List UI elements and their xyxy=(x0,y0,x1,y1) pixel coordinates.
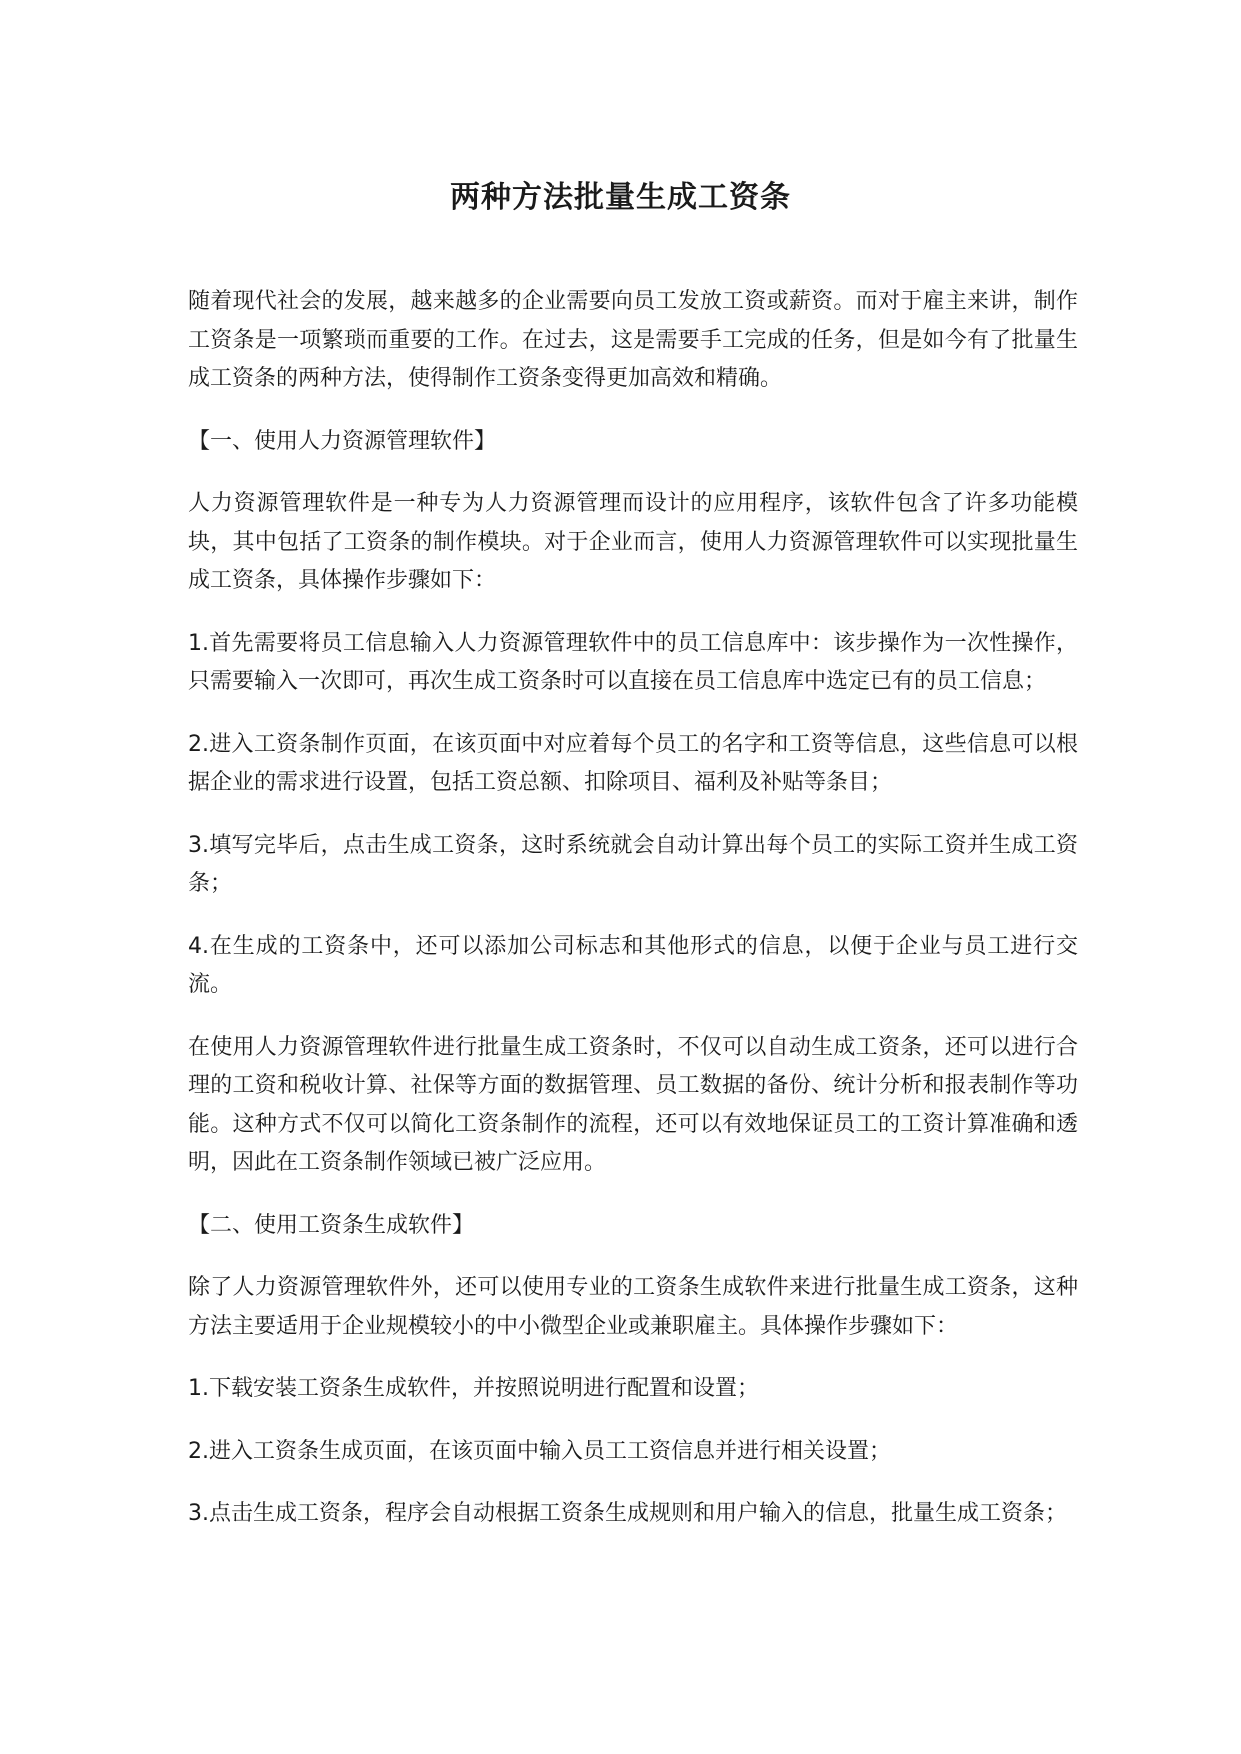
hr-step-2: 2.进入工资条制作页面，在该页面中对应着每个员工的名字和工资等信息，这些信息可以根据企业的需求进行设置，包括工资总额、扣除项目、福利及补贴等条目； xyxy=(188,731,1078,795)
page-title: 两种方法批量生成工资条 xyxy=(450,180,791,215)
intro-paragraph: 随着现代社会的发展，越来越多的企业需要向员工发放工资或薪资。而对于雇主来讲，制作工资条是一项繁琐而重要的工作。在过去，这是需要手工完成的任务，但是如今有了批量生成工资条的两种方法，使得制作工资条变得更加高效和精确。 xyxy=(188,289,1078,391)
payslip-software-paragraph: 除了人力资源管理软件外，还可以使用专业的工资条生成软件来进行批量生成工资条，这种方法主要适用于企业规模较小的中小微型企业或兼职雇主。具体操作步骤如下： xyxy=(188,1275,1078,1339)
section-heading-hr-software: 【一、使用人力资源管理软件】 xyxy=(188,428,497,454)
hr-step-4: 4.在生成的工资条中，还可以添加公司标志和其他形式的信息，以便于企业与员工进行交流。 xyxy=(188,933,1078,997)
hr-step-1: 1.首先需要将员工信息输入人力资源管理软件中的员工信息库中：该步操作为一次性操作，只需要输入一次即可，再次生成工资条时可以直接在员工信息库中选定已有的员工信息； xyxy=(188,630,1078,694)
document-body xyxy=(188,283,1078,1558)
payslip-step-2: 2.进入工资条生成页面，在该页面中输入员工工资信息并进行相关设置； xyxy=(188,1438,891,1464)
payslip-step-3: 3.点击生成工资条，程序会自动根据工资条生成规则和用户输入的信息，批量生成工资条； xyxy=(188,1501,1067,1526)
payslip-step-1: 1.下载安装工资条生成软件，并按照说明进行配置和设置； xyxy=(188,1376,759,1401)
section-heading-payslip-software: 【二、使用工资条生成软件】 xyxy=(188,1212,475,1238)
hr-summary-paragraph: 在使用人力资源管理软件进行批量生成工资条时，不仅可以自动生成工资条，还可以进行合理的工资和税收计算、社保等方面的数据管理、员工数据的备份、统计分析和报表制作等功能。这种方式不仅可以简化工资条制作的流程，还可以有效地保证员工的工资计算准确和透明，因此在工资条制作领域已被广泛应用。 xyxy=(188,1034,1078,1175)
hr-software-paragraph: 人力资源管理软件是一种专为人力资源管理而设计的应用程序，该软件包含了许多功能模块，其中包括了工资条的制作模块。对于企业而言，使用人力资源管理软件可以实现批量生成工资条，具体操作步骤如下： xyxy=(188,491,1078,593)
hr-step-3: 3.填写完毕后，点击生成工资条，这时系统就会自动计算出每个员工的实际工资并生成工资条； xyxy=(188,832,1078,896)
